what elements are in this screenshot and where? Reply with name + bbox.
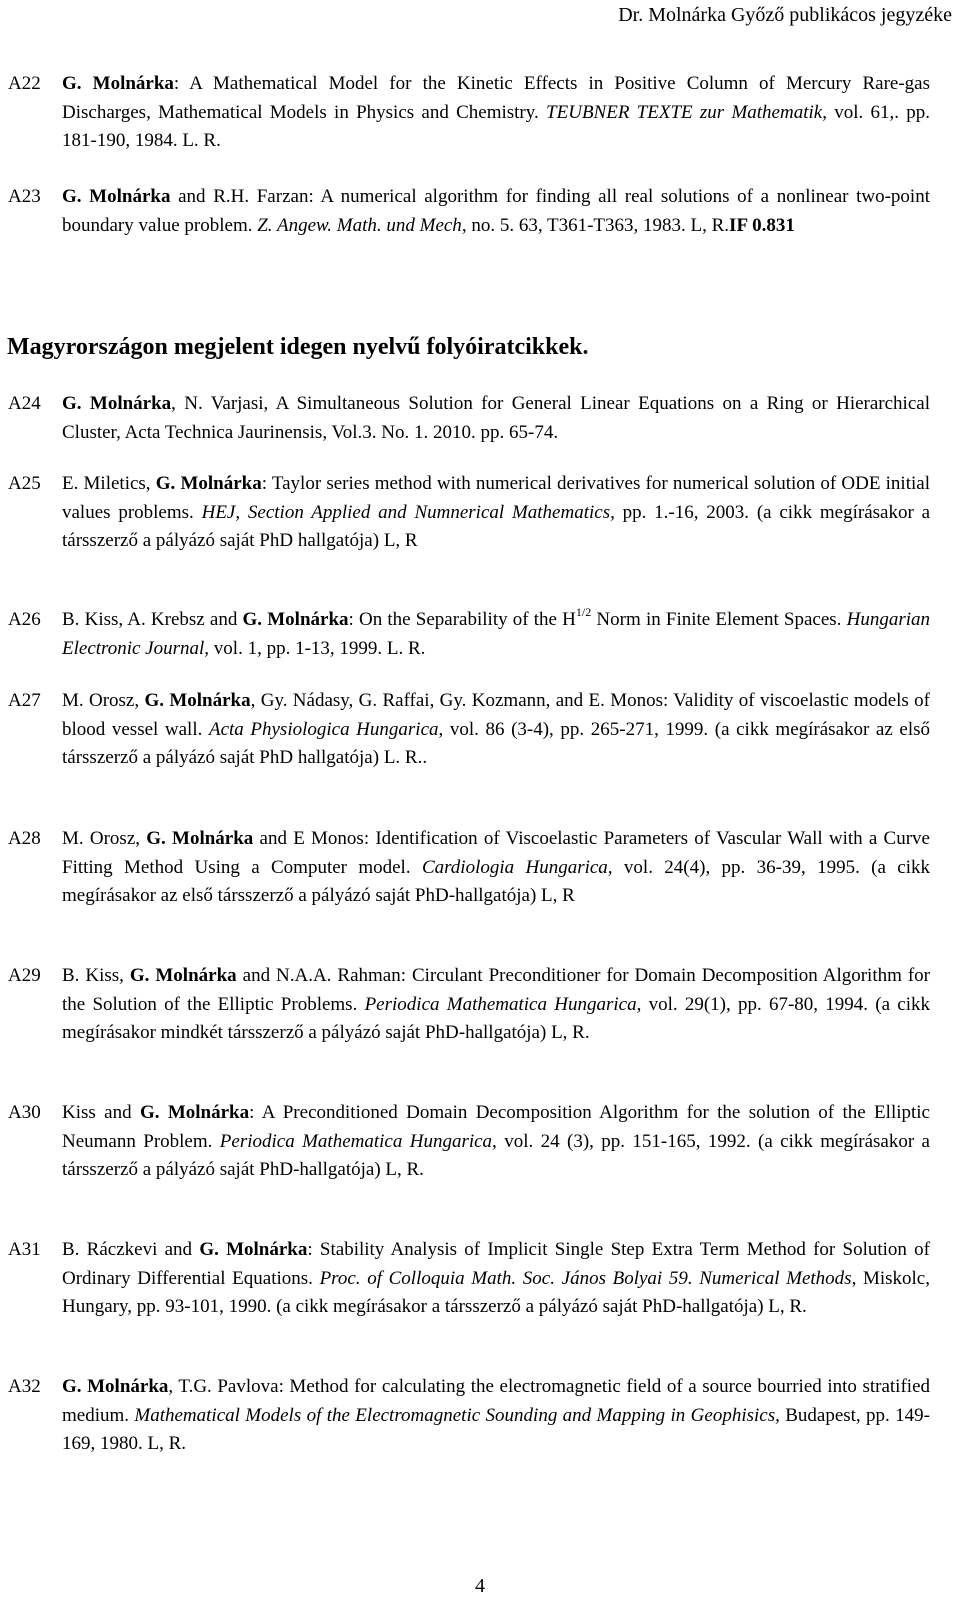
journal-title: Mathematical Models of the Electromagnetic Sounding and Mapping in Geophisics [134,1404,776,1426]
section-title: Magyrországon megjelent idegen nyelvű folyóiratcikkek. [7,334,589,360]
entry-text-part: M. Orosz, [62,828,147,849]
entry-text [62,390,930,447]
journal-title: Proc. of Colloquia Math. Soc. János Bolyai 59. Numerical Methods [319,1267,852,1289]
journal-title: HEJ, Section Applied and Numnerical Mathematics, [201,501,615,523]
entry-text [62,606,930,663]
page-header: Dr. Molnárka Győző publikácos jegyzéke [618,4,952,26]
entry-text-part: , vol. 29(1), pp. 67-80, 1994. (a cikk megírásakor mindkét társszerző a pályázó saját PhD-hallgatója) L, R. [62,993,931,1043]
author-highlight: G. Molnárka [146,828,254,849]
entry-text-part: M. Orosz, [62,690,145,711]
entry-text-part: : On the Separability of the H [348,609,576,630]
entry-text-part: : Taylor series method with numerical derivatives for numerical solution of ODE initial values problems. [62,473,930,523]
entry-text-part: , N. Varjasi, A Simultaneous Solution for General Linear Equations on a Ring or Hierarchical Cluster, Acta Technica Jaurinensis, Vol.3. No. 1. 2010. pp. 65-74. [62,393,930,443]
entry-text-part: , Gy. Nádasy, G. Raffai, Gy. Kozmann, and E. Monos: Validity of viscoelastic models of blood vessel wall. [62,690,930,740]
entry-text [62,470,930,556]
entry-text [62,1236,930,1322]
entry-text [62,183,930,240]
author-highlight: G. Molnárka [144,690,251,711]
author-highlight: G. Molnárka [242,609,349,630]
journal-title: Hungarian Electronic Journal [62,609,931,659]
entry-text [62,1099,930,1185]
author-highlight: G. Molnárka [62,186,171,207]
author-highlight: G. Molnárka [62,393,172,414]
entry-number: A28 [8,828,41,849]
entry-text-part: : A Preconditioned Domain Decomposition Algorithm for the solution of the Elliptic Neumann Problem. [62,1102,930,1152]
entry-text-part: B. Kiss, [62,965,130,986]
entry-number: A30 [8,1102,41,1123]
entry-text-part: Kiss and [62,1102,140,1123]
journal-title: TEUBNER TEXTE zur Mathematik [546,101,823,123]
entry-text [62,962,930,1048]
author-highlight: G. Molnárka [199,1239,308,1260]
entry-number: A25 [8,473,41,494]
entry-number: A24 [8,393,41,414]
entry-number: A26 [8,609,41,630]
journal-title: Z. Angew. Math. und Mech [257,214,462,236]
entry-text-part: : A Mathematical Model for the Kinetic Effects in Positive Column of Mercury Rare-gas Discharges, Mathematical Models in Physics and Chemistry. [62,73,930,123]
entry-text-part: B. Kiss, A. Krebsz and [62,609,243,630]
entry-number: A32 [8,1376,41,1397]
entry-number: A29 [8,965,41,986]
author-highlight: G. Molnárka [62,1376,169,1397]
entry-number: A23 [8,186,41,207]
entry-text [62,687,930,773]
superscript: 1/2 [575,604,592,619]
entry-text-part: , Budapest, pp. 149-169, 1980. L, R. [62,1404,930,1454]
entry-text-part: B. Ráczkevi and [62,1239,200,1260]
entry-text-part: pp. 1.-16, 2003. (a cikk megírásakor a társszerző a pályázó saját PhD hallgatója) L, R [62,501,931,551]
entry-text-part: , no. 5. 63, T361-T363, 1983. L, R. [461,214,730,236]
entry-text-part: , vol. 61,. pp. 181-190, 1984. L. R. [62,101,931,151]
entry-number: A27 [8,690,41,711]
entry-text [62,70,930,156]
journal-title: Periodica Mathematica Hungarica, [219,1130,497,1152]
entry-text-part: and N.A.A. Rahman: Circulant Preconditioner for Domain Decomposition Algorithm for the Solution of the Elliptic Problems. [62,965,930,1015]
entry-text-part: Norm in Finite Element Spaces. [591,609,847,630]
entry-text-part: and E Monos: Identification of Viscoelastic Parameters of Vascular Wall with a Curve Fitting Method Using a Computer model. [62,828,930,878]
entry-number: A22 [8,73,41,94]
entry-text-part: vol. 24 (3), pp. 151-165, 1992. (a cikk megírásakor a társszerző a pályázó saját PhD-hallgatója) L, R. [62,1130,930,1180]
author-highlight: G. Molnárka [62,73,174,94]
entry-text-part: vol. 24(4), pp. 36-39, 1995. (a cikk megírásakor az első társszerző a pályázó saját PhD-hallgatója) L, R [62,856,930,906]
entry-text-part: , vol. 86 (3-4), pp. 265-271, 1999. (a cikk megírásakor az első társszerző a pályázó saját PhD hallgatója) L. R.. [62,718,930,768]
impact-factor: IF 0.831 [729,214,795,236]
journal-title: Periodica Mathematica Hungarica [364,993,637,1015]
entry-number: A31 [8,1239,41,1260]
author-highlight: G. Molnárka [155,473,262,494]
author-highlight: G. Molnárka [129,965,237,986]
entry-text-part: and R.H. Farzan: A numerical algorithm for finding all real solutions of a nonlinear two-point boundary value problem. [62,186,930,236]
entry-text-part: , Miskolc, Hungary, pp. 93-101, 1990. (a cikk megírásakor a társszerző a pályázó saját PhD-hallgatója) L, R. [62,1267,930,1317]
author-highlight: G. Molnárka [139,1102,250,1123]
entry-text [62,1373,930,1459]
page-number: 4 [475,1575,485,1597]
entry-text-part: E. Miletics, [62,473,156,494]
entry-text [62,825,930,911]
journal-title: Acta Physiologica Hungarica [208,718,439,740]
entry-text-part: , vol. 1, pp. 1-13, 1999. L. R. [204,637,426,659]
journal-title: Cardiologia Hungarica, [421,856,613,878]
entry-text-part: : Stability Analysis of Implicit Single Step Extra Term Method for Solution of Ordinary Differential Equations. [62,1239,930,1289]
entry-text-part: , T.G. Pavlova: Method for calculating the electromagnetic field of a source bourried into stratified medium. [62,1376,930,1426]
